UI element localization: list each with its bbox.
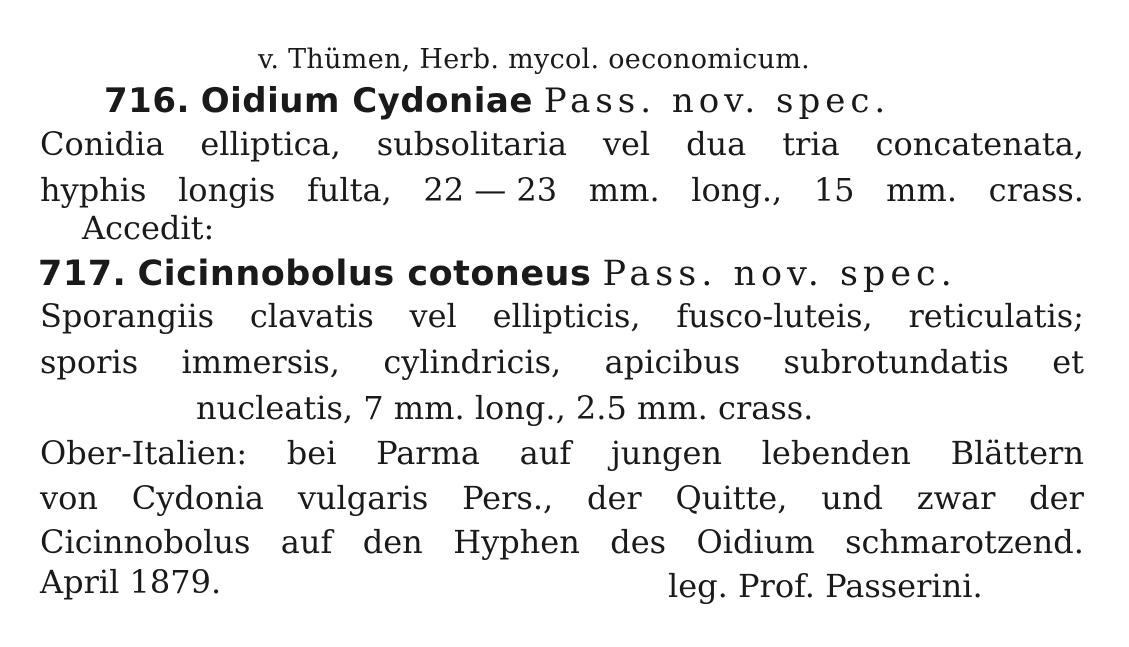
entry-717-title xyxy=(38,254,957,294)
word: Blättern xyxy=(950,434,1084,472)
entry-717-description-line-2 xyxy=(40,343,1084,381)
word: des xyxy=(610,523,667,561)
word: und xyxy=(821,479,883,517)
word: Sporangiis xyxy=(40,297,215,335)
word: bei xyxy=(286,434,337,472)
footer-collector xyxy=(668,567,983,605)
accedit-line xyxy=(82,209,215,247)
entry-717-measurements: nucleatis, 7 mm. long., 2.5 mm. crass. xyxy=(196,389,814,427)
word: Parma xyxy=(376,434,480,472)
word: mm. xyxy=(588,171,660,209)
word: Oidium xyxy=(696,523,815,561)
word: der xyxy=(586,479,642,517)
word: zwar xyxy=(916,479,996,517)
word: hyphis xyxy=(40,171,147,209)
collector-name: leg. Prof. Passerini. xyxy=(668,567,983,605)
entry-716-description-line-1 xyxy=(40,125,1084,163)
word: subrotundatis xyxy=(783,343,1009,381)
header-title: v. Thümen, Herb. mycol. oeconomicum. xyxy=(258,44,811,75)
locality-line-2 xyxy=(40,479,1084,517)
word: mm. xyxy=(886,171,958,209)
entry-717-description-line-3 xyxy=(196,389,814,427)
word: Cicinnobolus xyxy=(40,523,251,561)
word: 15 xyxy=(813,171,855,209)
word: crass. xyxy=(988,171,1084,209)
word: vel xyxy=(602,125,651,163)
entry-716-description-line-2 xyxy=(40,171,1084,209)
entry-716-title xyxy=(104,81,891,121)
word: elliptica, xyxy=(200,125,341,163)
word: sporis xyxy=(40,343,139,381)
word: schmarotzend. xyxy=(845,523,1084,561)
word: Hyphen xyxy=(453,523,580,561)
locality-line-1 xyxy=(40,434,1084,472)
word: auf xyxy=(519,434,572,472)
locality-line-3 xyxy=(40,523,1084,561)
word: et xyxy=(1052,343,1084,381)
word: auf xyxy=(280,523,333,561)
entry-717-number: 717. xyxy=(38,254,127,294)
word: der xyxy=(1029,479,1084,517)
accedit-label: Accedit: xyxy=(82,209,215,247)
word: ellipticis, xyxy=(492,297,641,335)
entry-717-description-line-1 xyxy=(40,297,1084,335)
word: Pers., xyxy=(462,479,554,517)
word: long., xyxy=(691,171,783,209)
word: fulta, xyxy=(306,171,392,209)
word: concatenata, xyxy=(875,125,1084,163)
word: Conidia xyxy=(40,125,165,163)
word: subsolitaria xyxy=(376,125,567,163)
word: lebenden xyxy=(761,434,911,472)
word: 22 — 23 xyxy=(423,171,558,209)
word: tria xyxy=(782,125,840,163)
entry-717-authority: Pass. nov. spec. xyxy=(602,254,957,294)
word: apicibus xyxy=(604,343,741,381)
collection-date: April 1879. xyxy=(40,563,222,601)
word: vel xyxy=(409,297,457,335)
footer-date xyxy=(40,563,222,601)
word: cylindricis, xyxy=(383,343,562,381)
entry-716-authority: Pass. nov. spec. xyxy=(543,81,891,121)
word: von xyxy=(40,479,98,517)
entry-716-number: 716. xyxy=(104,81,190,121)
word: Cydonia xyxy=(131,479,264,517)
word: clavatis xyxy=(249,297,374,335)
entry-716-name: Oidium Cydoniae xyxy=(200,81,533,121)
word: Quitte, xyxy=(675,479,788,517)
word: Ober-Italien: xyxy=(40,434,248,472)
word: jungen xyxy=(610,434,723,472)
word: vulgaris xyxy=(297,479,429,517)
entry-717-name: Cicinnobolus cotoneus xyxy=(137,254,592,294)
word: fusco-luteis, xyxy=(676,297,873,335)
word: immersis, xyxy=(181,343,340,381)
word: reticulatis; xyxy=(908,297,1084,335)
word: longis xyxy=(178,171,276,209)
word: dua xyxy=(686,125,747,163)
header-line xyxy=(258,46,810,73)
word: den xyxy=(362,523,423,561)
